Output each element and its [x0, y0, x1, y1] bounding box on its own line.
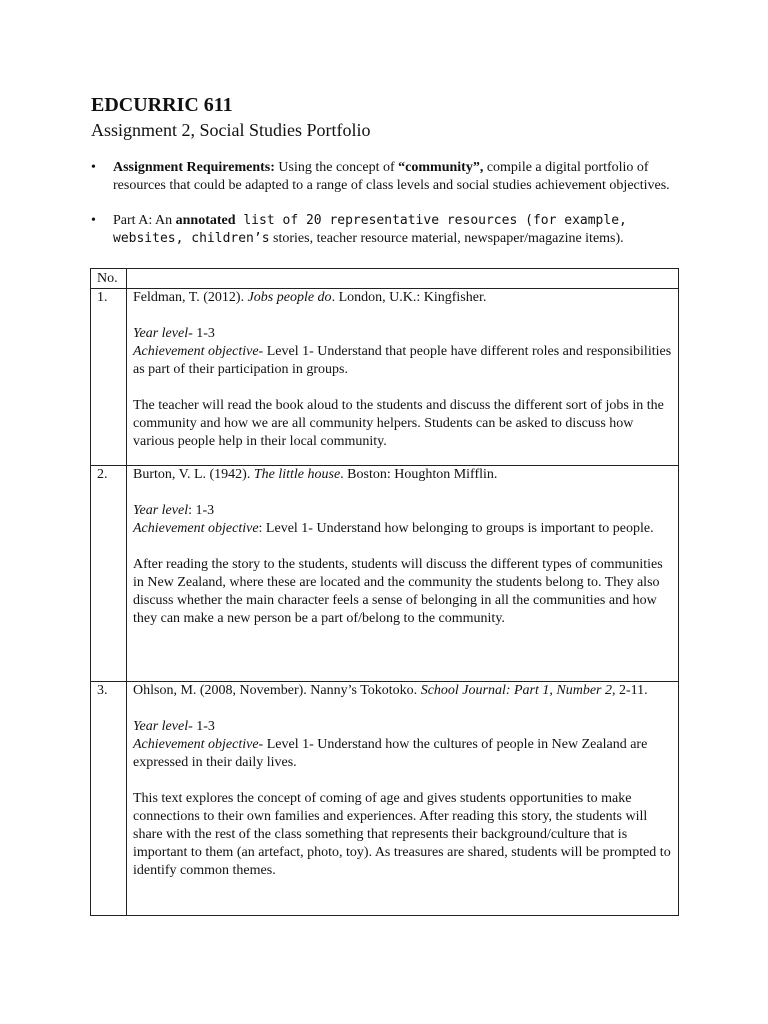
citation-title: The little house [253, 467, 341, 482]
part-a-mono-text: list of 20 representative resources (for example, websites, children’s [113, 213, 627, 246]
part-a-prefix: Part A: An [113, 213, 176, 228]
course-code-heading: EDCURRIC 611 [91, 94, 233, 116]
year-level-value: - 1-3 [188, 719, 215, 734]
table-row [91, 289, 679, 466]
citation [133, 289, 674, 307]
citation [133, 466, 674, 484]
citation [133, 682, 674, 700]
resource-description: This text explores the concept of coming of age and gives students opportunities to make connections to their own families and experiences. After reading this story, the students will share with the rest of the class something that represents their background/culture that is important to them (an artefact, photo, toy). As treasures are shared, students will be prompted to identify common themes. [133, 791, 671, 878]
year-level-label: Year level [133, 326, 189, 341]
table-row [91, 682, 679, 916]
citation-title: Jobs people do [247, 290, 332, 305]
citation-author: Feldman, T. (2012). [133, 290, 248, 305]
citation-author: Burton, V. L. (1942). [133, 467, 254, 482]
year-level-value: : 1-3 [188, 503, 215, 518]
part-a-bullet [91, 212, 691, 248]
part-a-bold: annotated [175, 213, 236, 228]
citation-publisher: . London, U.K.: Kingfisher. [331, 290, 487, 305]
assignment-subtitle: Assignment 2, Social Studies Portfolio [91, 120, 371, 140]
citation-publisher: . Boston: Houghton Mifflin. [340, 467, 498, 482]
resource-column-header [127, 269, 679, 289]
year-level-label: Year level [133, 503, 189, 518]
achievement-objective-value: : Level 1- Understand how belonging to groups is important to people. [258, 521, 654, 536]
achievement-objective-label: Achievement objective [133, 737, 259, 752]
resource-cell [127, 682, 679, 916]
resource-description: The teacher will read the book aloud to the students and discuss the different sort of jobs in the community and how we are all community helpers. Students can be asked to discuss how various people help in their local community. [133, 398, 664, 449]
requirements-list [91, 159, 691, 265]
resources-table [90, 268, 679, 916]
bullet-dot-icon: • [91, 213, 96, 228]
citation-publisher: , 2-11. [612, 683, 648, 698]
requirements-concept: “community”, [398, 160, 484, 175]
table-row [91, 466, 679, 682]
requirements-text-2: compile a digital portfolio of resources that could be adapted to a range of class levels and social studies achievement objectives. [113, 160, 670, 193]
part-a-rest: stories, teacher resource material, newspaper/magazine items). [269, 231, 624, 246]
requirements-label: Assignment Requirements: [113, 160, 275, 175]
citation-title: School Journal: Part 1, Number 2 [420, 683, 613, 698]
resource-cell [127, 289, 679, 466]
citation-author: Ohlson, M. (2008, November). Nanny’s Tokotoko. [133, 683, 421, 698]
achievement-objective-value: - Level 1- Understand how the cultures of people in New Zealand are expressed in their daily lives. [133, 737, 648, 770]
achievement-objective-value: - Level 1- Understand that people have different roles and responsibilities as part of their participation in groups. [133, 344, 672, 377]
table-header-row [91, 269, 679, 289]
no-column-header: No. [91, 269, 127, 289]
level-info [133, 325, 674, 379]
requirements-text-1: Using the concept of [274, 160, 399, 175]
requirements-bullet [91, 159, 691, 195]
level-info [133, 718, 674, 772]
row-number: 2. [91, 466, 127, 682]
resource-description: After reading the story to the students, students will discuss the different types of communities in New Zealand, where these are located and the community the students belong to. They also discuss whether the main character feels a sense of belonging in all the communities and how they can make a new person be a part of/belong to the community. [133, 557, 663, 626]
achievement-objective-label: Achievement objective [133, 344, 259, 359]
resource-cell [127, 466, 679, 682]
bullet-dot-icon: • [91, 160, 96, 175]
row-number: 1. [91, 289, 127, 466]
row-number: 3. [91, 682, 127, 916]
level-info [133, 502, 674, 538]
year-level-value: - 1-3 [188, 326, 215, 341]
achievement-objective-label: Achievement objective [133, 521, 259, 536]
year-level-label: Year level [133, 719, 189, 734]
